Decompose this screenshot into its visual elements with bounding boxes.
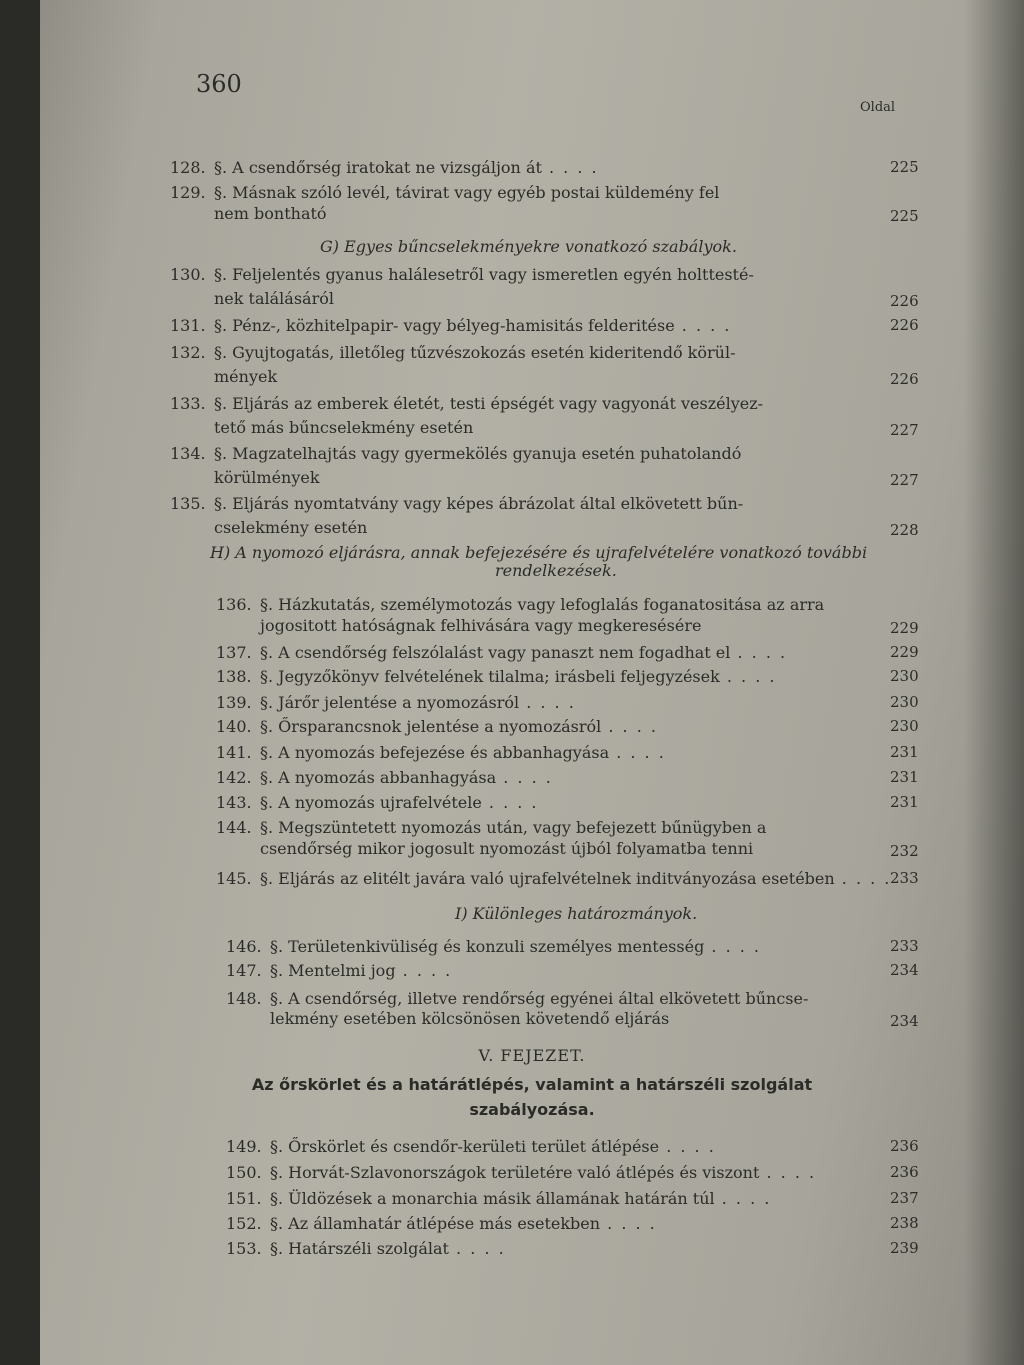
entry-number: 141. xyxy=(216,743,252,762)
toc-entry xyxy=(170,340,735,365)
entry-number: 149. xyxy=(226,1137,262,1156)
entry-continuation: lekmény esetében kölcsönösen követendő eljárás xyxy=(270,1009,670,1028)
entry-number: 132. xyxy=(170,343,206,362)
entry-number: 137. xyxy=(216,643,252,662)
entry-number: 153. xyxy=(226,1239,262,1258)
toc-entry xyxy=(170,491,743,516)
page-column-header: Oldal xyxy=(860,100,896,115)
toc-entry xyxy=(170,262,754,287)
entry-number: 151. xyxy=(226,1189,262,1208)
toc-entry xyxy=(226,1236,506,1261)
entry-number: 140. xyxy=(216,717,252,736)
leader-dots: . . . . xyxy=(704,937,761,956)
document-page xyxy=(40,0,1024,1365)
toc-entry xyxy=(216,690,576,715)
toc-entry xyxy=(226,1186,771,1211)
leader-dots: . . . . xyxy=(659,1137,716,1156)
entry-number: 131. xyxy=(170,316,206,335)
entry-page: 237 xyxy=(890,1189,919,1207)
toc-entry xyxy=(226,986,808,1011)
entry-title: §. A csendőrség iratokat ne vizsgáljon át xyxy=(214,158,542,177)
section-heading-h: H) A nyomozó eljárásra, annak befejezésére és ujrafelvételére vonatkozó további xyxy=(210,543,868,562)
chapter-title: Az őrskörlet és a határátlépés, valamint a határszéli szolgálat xyxy=(251,1075,813,1094)
entry-page: 230 xyxy=(890,717,919,735)
entry-page: 238 xyxy=(890,1214,919,1232)
entry-continuation: cselekmény esetén xyxy=(214,518,368,537)
leader-dots: . . . . xyxy=(481,793,539,812)
entry-continuation: körülmények xyxy=(214,468,320,487)
entry-title: §. Házkutatás, személymotozás vagy lefoglalás foganatositása az arra xyxy=(260,595,825,614)
toc-entry xyxy=(216,592,824,617)
entry-page: 233 xyxy=(890,869,919,887)
entry-page: 231 xyxy=(890,768,919,786)
toc-entry xyxy=(170,441,741,466)
entry-title: §. Üldözések a monarchia másik államának határán túl xyxy=(270,1189,715,1208)
entry-title: §. Őrskörlet és csendőr-kerületi terület átlépése xyxy=(270,1137,660,1156)
leader-dots: . . . . xyxy=(759,1163,817,1182)
toc-entry xyxy=(170,155,599,180)
entry-page: 236 xyxy=(890,1163,919,1181)
entry-page: 234 xyxy=(890,961,919,979)
entry-title: §. Megszüntetett nyomozás után, vagy befejezett bűnügyben a xyxy=(260,818,767,837)
entry-title: §. Gyujtogatás, illetőleg tűzvészokozás esetén kideritendő körül- xyxy=(214,343,736,362)
entry-title: §. A nyomozás befejezése és abbanhagyása xyxy=(260,743,610,762)
leader-dots: . . . . xyxy=(496,768,553,787)
entry-page: 227 xyxy=(890,421,919,439)
entry-page: 236 xyxy=(890,1137,919,1155)
entry-number: 150. xyxy=(226,1163,262,1182)
entry-title: §. A nyomozás abbanhagyása xyxy=(260,768,497,787)
entry-title: §. Határszéli szolgálat xyxy=(270,1239,449,1258)
entry-page: 233 xyxy=(890,937,919,955)
leader-dots: . . . . xyxy=(834,869,892,888)
entry-continuation: csendőrség mikor jogosult nyomozást újból folyamatba tenni xyxy=(260,839,754,858)
leader-dots: . . . . xyxy=(519,693,576,712)
entry-title: §. A nyomozás ujrafelvétele xyxy=(260,793,482,812)
chapter-number: V. FEJEZET. xyxy=(478,1046,586,1065)
toc-entry xyxy=(226,1134,716,1159)
entry-continuation: tető más bűncselekmény esetén xyxy=(214,418,474,437)
entry-page: 234 xyxy=(890,1012,919,1030)
section-heading-i: I) Különleges határozmányok. xyxy=(455,904,698,923)
entry-number: 143. xyxy=(216,793,252,812)
entry-page: 225 xyxy=(890,207,919,225)
toc-entry xyxy=(226,1211,657,1236)
entry-page: 226 xyxy=(890,292,919,310)
entry-title: §. A csendőrség, illetve rendőrség egyénei által elkövetett bűncse- xyxy=(270,989,809,1008)
entry-page: 228 xyxy=(890,521,919,539)
entry-page: 230 xyxy=(890,693,919,711)
section-heading-g: G) Egyes bűncselekményekre vonatkozó szabályok. xyxy=(320,237,737,256)
toc-entry xyxy=(170,313,731,338)
entry-number: 142. xyxy=(216,768,252,787)
entry-title: §. Magzatelhajtás vagy gyermekölés gyanuja esetén puhatolandó xyxy=(214,444,742,463)
entry-page: 229 xyxy=(890,619,919,637)
entry-page: 239 xyxy=(890,1239,919,1257)
leader-dots: . . . . xyxy=(674,316,732,335)
entry-title: §. Járőr jelentése a nyomozásról xyxy=(260,693,520,712)
toc-entry xyxy=(216,790,539,815)
entry-title: §. Eljárás nyomtatvány vagy képes ábrázolat által elkövetett bűn- xyxy=(214,494,744,513)
entry-page: 231 xyxy=(890,743,919,761)
leader-dots: . . . . xyxy=(600,1214,657,1233)
entry-number: 146. xyxy=(226,937,262,956)
entry-title: §. Másnak szóló levél, távirat vagy egyéb postai küldemény fel xyxy=(214,183,720,202)
entry-title: §. Az államhatár átlépése más esetekben xyxy=(270,1214,601,1233)
entry-page: 226 xyxy=(890,370,919,388)
entry-page: 226 xyxy=(890,316,919,334)
leader-dots: . . . . xyxy=(714,1189,772,1208)
entry-title: §. Eljárás az emberek életét, testi épségét vagy vagyonát veszélyez- xyxy=(214,394,764,413)
toc-entry xyxy=(170,391,763,416)
entry-page: 225 xyxy=(890,158,919,176)
entry-page: 229 xyxy=(890,643,919,661)
entry-number: 145. xyxy=(216,869,252,888)
toc-entry xyxy=(226,934,761,959)
entry-title: §. A csendőrség felszólalást vagy panaszt nem fogadhat el xyxy=(260,643,731,662)
entry-number: 133. xyxy=(170,394,206,413)
chapter-title-line2: szabályozása. xyxy=(469,1100,595,1119)
toc-entry xyxy=(170,180,719,205)
toc-entry xyxy=(226,958,452,983)
entry-number: 136. xyxy=(216,595,252,614)
entry-number: 128. xyxy=(170,158,206,177)
toc-entry xyxy=(216,815,766,840)
leader-dots: . . . . xyxy=(601,717,658,736)
toc-entry xyxy=(226,1160,816,1185)
section-heading-h-line2: rendelkezések. xyxy=(495,561,617,580)
entry-title: §. Feljelentés gyanus halálesetről vagy ismeretlen egyén holttesté- xyxy=(214,265,754,284)
entry-number: 130. xyxy=(170,265,206,284)
entry-page: 230 xyxy=(890,667,919,685)
entry-number: 139. xyxy=(216,693,252,712)
entry-continuation: nek találásáról xyxy=(214,289,334,308)
leader-dots: . . . . xyxy=(609,743,666,762)
toc-entry xyxy=(216,740,666,765)
entry-number: 147. xyxy=(226,961,262,980)
leader-dots: . . . . xyxy=(730,643,788,662)
entry-title: §. Őrsparancsnok jelentése a nyomozásról xyxy=(260,717,602,736)
leader-dots: . . . . xyxy=(395,961,453,980)
entry-page: 227 xyxy=(890,471,919,489)
entry-number: 148. xyxy=(226,989,262,1008)
entry-title: §. Horvát-Szlavonországok területére való átlépés és viszont xyxy=(270,1163,760,1182)
toc-entry xyxy=(216,664,776,689)
toc-entry xyxy=(216,640,787,665)
entry-continuation: mények xyxy=(214,367,278,386)
toc-entry xyxy=(216,765,553,790)
entry-continuation: jogositott hatóságnak felhivására vagy megkeresésére xyxy=(260,616,702,635)
leader-dots: . . . . xyxy=(541,158,599,177)
leader-dots: . . . . xyxy=(448,1239,506,1258)
toc-entry xyxy=(216,866,891,891)
entry-number: 129. xyxy=(170,183,206,202)
entry-title: §. Jegyzőkönyv felvételének tilalma; irásbeli feljegyzések xyxy=(260,667,720,686)
entry-page: 231 xyxy=(890,793,919,811)
entry-page: 232 xyxy=(890,842,919,860)
leader-dots: . . . . xyxy=(719,667,777,686)
entry-number: 152. xyxy=(226,1214,262,1233)
entry-title: §. Pénz-, közhitelpapir- vagy bélyeg-hamisitás felderitése xyxy=(214,316,675,335)
page-number: 360 xyxy=(196,70,242,98)
entry-title: §. Mentelmi jog xyxy=(270,961,396,980)
entry-number: 138. xyxy=(216,667,252,686)
toc-entry xyxy=(216,714,658,739)
entry-number: 135. xyxy=(170,494,206,513)
entry-continuation: nem bontható xyxy=(214,204,327,223)
entry-title: §. Területenkivüliség és konzuli személyes mentesség xyxy=(270,937,705,956)
entry-number: 144. xyxy=(216,818,252,837)
binding-shadow xyxy=(964,0,1024,1365)
entry-number: 134. xyxy=(170,444,206,463)
entry-title: §. Eljárás az elitélt javára való ujrafelvételnek inditványozása esetében xyxy=(260,869,835,888)
